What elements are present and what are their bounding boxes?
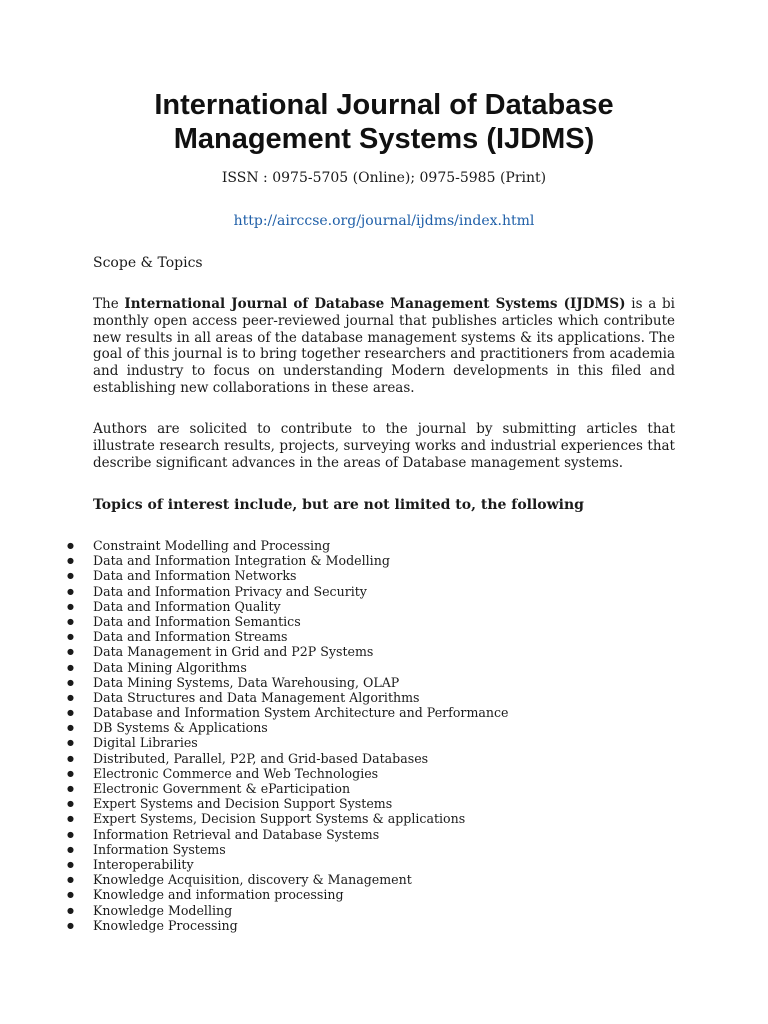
- bullet-icon: ●: [67, 753, 74, 763]
- topic-label: Information Retrieval and Database Systems: [93, 826, 380, 842]
- topic-list-item: [67, 675, 509, 690]
- journal-url-link[interactable]: http://airccse.org/journal/ijdms/index.html: [233, 213, 535, 229]
- topic-label: Data and Information Privacy and Security: [93, 583, 367, 599]
- topic-label: Knowledge Acquisition, discovery & Management: [93, 872, 412, 888]
- bullet-icon: ●: [67, 859, 74, 869]
- intro-body: is a bi monthly open access peer-reviewed journal that publishes articles which contribute new results in all areas of the database management systems & its applications. The goal of this journal is to bring together researchers and practitioners from academia and industry to focus on understanding Modern developments in this filed and establishing new collaborations in these areas.: [93, 296, 675, 396]
- issn-line: ISSN : 0975-5705 (Online); 0975-5985 (Print): [221, 170, 547, 186]
- topic-list-item: [67, 918, 509, 933]
- topic-list-item: [67, 644, 509, 659]
- bullet-icon: ●: [67, 814, 74, 824]
- topic-label: Information Systems: [93, 841, 226, 857]
- topic-list-item: [67, 842, 509, 857]
- bullet-icon: ●: [67, 784, 74, 793]
- bullet-icon: ●: [67, 890, 74, 900]
- bullet-icon: ●: [67, 708, 74, 718]
- topic-list-item: [67, 796, 509, 811]
- topic-list-item: [67, 766, 509, 781]
- bullet-icon: ●: [67, 692, 74, 702]
- topic-list-item: [67, 660, 509, 675]
- topic-list-item: [67, 553, 509, 568]
- topic-list-item: [67, 735, 509, 750]
- topic-list-item: [67, 903, 509, 918]
- bullet-icon: ●: [67, 586, 74, 596]
- bullet-icon: ●: [67, 662, 74, 672]
- topic-list-item: [67, 751, 509, 766]
- bullet-icon: ●: [67, 541, 74, 550]
- topic-list-item: [67, 599, 509, 614]
- topic-label: Expert Systems and Decision Support Systems: [93, 796, 393, 812]
- bullet-icon: ●: [67, 738, 74, 748]
- topic-label: Data Mining Systems, Data Warehousing, OLAP: [93, 674, 400, 690]
- intro-journal-name: International Journal of Database Management Systems (IJDMS): [124, 296, 626, 312]
- bullet-icon: ●: [67, 768, 74, 778]
- topic-label: Data Management in Grid and P2P Systems: [93, 644, 374, 660]
- topic-list-item: [67, 781, 509, 796]
- topic-list-item: [67, 705, 509, 720]
- journal-title-line-1: International Journal of Database: [154, 89, 614, 121]
- topic-label: Database and Information System Architecture and Performance: [93, 705, 509, 721]
- topic-label: Knowledge and information processing: [93, 887, 344, 903]
- topic-label: Data and Information Networks: [93, 568, 297, 584]
- topic-list-item: [67, 887, 509, 902]
- bullet-icon: ●: [67, 571, 74, 581]
- topic-label: Expert Systems, Decision Support Systems & applications: [93, 811, 466, 827]
- topic-label: Electronic Commerce and Web Technologies: [93, 765, 379, 781]
- topics-heading: Topics of interest include, but are not limited to, the following: [93, 497, 584, 513]
- topic-label: Constraint Modelling and Processing: [93, 538, 331, 553]
- topic-list-item: [67, 629, 509, 644]
- topic-list-item: [67, 584, 509, 599]
- topic-list-item: [67, 872, 509, 887]
- topic-label: Distributed, Parallel, P2P, and Grid-based Databases: [93, 750, 429, 766]
- intro-paragraph: [93, 296, 675, 397]
- topic-label: Electronic Government & eParticipation: [93, 781, 351, 796]
- journal-title-line-2: Management Systems (IJDMS): [173, 123, 595, 155]
- topic-list-item: [67, 720, 509, 735]
- intro-lead: The: [93, 296, 125, 312]
- topic-list-item: [67, 690, 509, 705]
- topic-label: Knowledge Processing: [93, 917, 238, 933]
- topic-label: Data and Information Streams: [93, 629, 288, 645]
- topic-label: Digital Libraries: [93, 735, 198, 751]
- bullet-icon: ●: [67, 616, 74, 626]
- bullet-icon: ●: [67, 677, 74, 687]
- bullet-icon: ●: [67, 799, 74, 809]
- scope-heading: Scope & Topics: [93, 255, 203, 271]
- bullet-icon: ●: [67, 875, 74, 885]
- topic-list-item: [67, 538, 509, 553]
- topic-label: DB Systems & Applications: [93, 720, 268, 736]
- bullet-icon: ●: [67, 905, 74, 915]
- topic-label: Data Structures and Data Management Algorithms: [93, 689, 420, 705]
- journal-title: [0, 88, 768, 156]
- bullet-icon: ●: [67, 844, 74, 854]
- topic-label: Interoperability: [93, 856, 194, 872]
- bullet-icon: ●: [67, 829, 74, 839]
- topic-label: Data and Information Quality: [93, 598, 281, 614]
- topic-label: Data and Information Integration & Modelling: [93, 553, 390, 569]
- topic-list-item: [67, 568, 509, 583]
- bullet-icon: ●: [67, 647, 74, 657]
- topic-list-item: [67, 811, 509, 826]
- topic-list-item: [67, 827, 509, 842]
- authors-paragraph: Authors are solicited to contribute to the journal by submitting articles that illustrate research results, projects, surveying works and industrial experiences that describe significant advances in the areas of Database management systems.: [93, 421, 675, 471]
- topic-label: Knowledge Modelling: [93, 902, 233, 918]
- bullet-icon: ●: [67, 632, 74, 642]
- bullet-icon: ●: [67, 601, 74, 611]
- topic-list-item: [67, 857, 509, 872]
- topic-label: Data Mining Algorithms: [93, 659, 247, 675]
- bullet-icon: ●: [67, 920, 74, 930]
- topic-label: Data and Information Semantics: [93, 613, 301, 629]
- bullet-icon: ●: [67, 556, 74, 566]
- topics-list: [67, 538, 509, 933]
- topic-list-item: [67, 614, 509, 629]
- bullet-icon: ●: [67, 723, 74, 733]
